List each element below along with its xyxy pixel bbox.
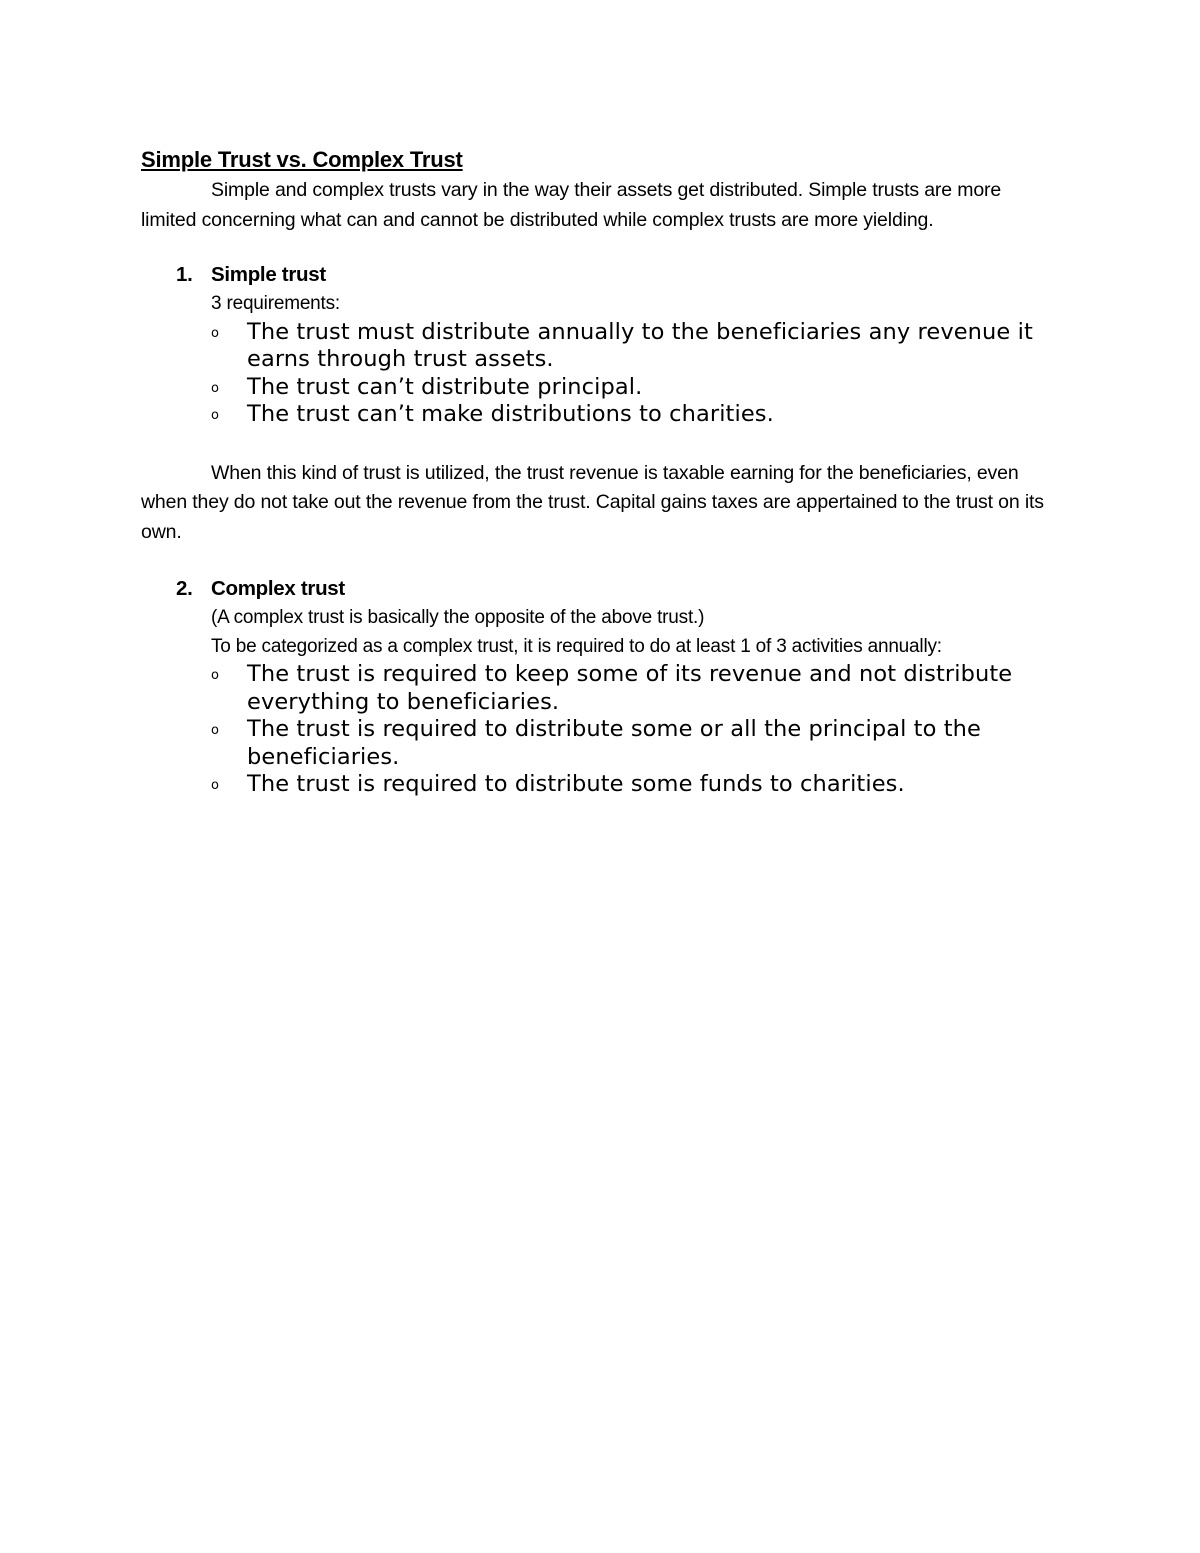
section-number: 1. (176, 263, 193, 286)
list-item-text: The trust is required to distribute some or all the principal to the beneficiaries. (247, 716, 981, 770)
section-line: 3 requirements: (211, 293, 341, 314)
list-item (211, 716, 1053, 771)
list-item (211, 661, 1053, 716)
list-item (211, 771, 1053, 799)
bullet-circle-icon: o (211, 408, 220, 423)
bullet-circle-icon: o (211, 668, 220, 683)
section-number: 2. (176, 577, 193, 600)
list-item-text: The trust can’t distribute principal. (247, 373, 643, 400)
document-title: Simple Trust vs. Complex Trust (141, 147, 463, 172)
bullet-circle-icon: o (211, 325, 220, 341)
list-item-text: The trust must distribute annually to the beneficiaries any revenue it earns through trust assets. (247, 318, 1033, 372)
list-item (211, 401, 1053, 429)
section-heading-text: Simple trust (211, 263, 326, 286)
requirements-list (211, 319, 1053, 429)
bullet-circle-icon: o (211, 723, 220, 738)
activities-list (211, 661, 1053, 799)
list-item-text: The trust can’t make distributions to charities. (247, 401, 774, 427)
list-item (211, 374, 1053, 402)
section-complex-trust (141, 574, 1053, 799)
section-heading-text: Complex trust (211, 577, 345, 600)
intro-paragraph: Simple and complex trusts vary in the way their assets get distributed. Simple trusts are more limited concerning what can and cannot be distributed while complex trusts are more yielding. (141, 179, 1002, 231)
section-simple-trust (141, 260, 1053, 429)
section-heading (176, 574, 1053, 604)
section-heading (176, 260, 1053, 290)
section-line: To be categorized as a complex trust, it is required to do at least 1 of 3 activities annually: (211, 635, 942, 657)
document-body (141, 144, 1053, 799)
list-item-text: The trust is required to keep some of its revenue and not distribute everything to beneficiaries. (247, 661, 1013, 715)
section-line: (A complex trust is basically the opposite of the above trust.) (211, 607, 705, 628)
taxation-paragraph: When this kind of trust is utilized, the trust revenue is taxable earning for the beneficiaries, even when they do not take out the revenue from the trust. Capital gains taxes are appertained to the trust on its own. (141, 461, 1044, 543)
list-item-text: The trust is required to distribute some funds to charities. (247, 771, 905, 797)
bullet-circle-icon: o (211, 778, 220, 793)
list-item (211, 319, 1053, 374)
bullet-circle-icon: o (211, 380, 220, 396)
